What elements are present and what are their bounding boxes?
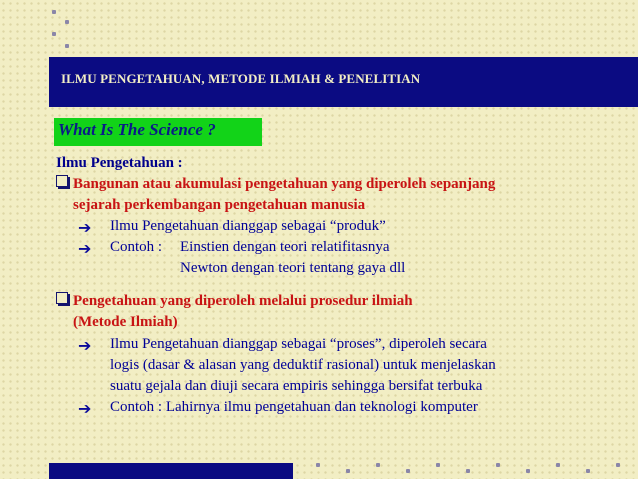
page-title: ILMU PENGETAHUAN, METODE ILMIAH & PENELITIAN <box>61 71 421 86</box>
point2-sub2: Contoh : Lahirnya ilmu pengetahuan dan teknologi komputer <box>110 399 478 415</box>
checkbox-bullet-icon <box>56 292 68 304</box>
subtitle-box <box>54 118 262 146</box>
arrow-right-icon: ➔ <box>78 239 92 258</box>
point1-sub2-line2: Newton dengan teori tentang gaya dll <box>180 260 406 276</box>
point2-line1: Pengetahuan yang diperoleh melalui prosedur ilmiah <box>56 293 413 310</box>
point2-sub1-line1: Ilmu Pengetahuan dianggap sebagai “proses”, diperoleh secara <box>110 336 487 352</box>
checkbox-bullet-icon <box>56 175 68 187</box>
point2-sub1-line3: suatu gejala dan diuji secara empiris sehingga bersifat terbuka <box>110 378 483 394</box>
intro-label: Ilmu Pengetahuan : <box>56 155 183 171</box>
arrow-right-icon: ➔ <box>78 399 92 418</box>
point1-sub1: Ilmu Pengetahuan dianggap sebagai “produk” <box>110 218 386 234</box>
subtitle: What Is The Science ? <box>58 120 216 139</box>
point1-sub2-line1: Einstien dengan teori relatifitasnya <box>180 239 390 255</box>
point1-line1: Bangunan atau akumulasi pengetahuan yang diperoleh sepanjang <box>56 176 495 193</box>
arrow-right-icon: ➔ <box>78 218 92 237</box>
point2-sub1-line2: logis (dasar & alasan yang deduktif rasional) untuk menjelaskan <box>110 357 496 373</box>
point1-line2: sejarah perkembangan pengetahuan manusia <box>73 197 366 213</box>
point2-line2: (Metode Ilmiah) <box>73 314 178 330</box>
point1-sub2-label: Contoh : <box>110 239 163 255</box>
footer-bar <box>49 463 293 479</box>
arrow-right-icon: ➔ <box>78 336 92 355</box>
decorative-dots-top <box>0 0 40 60</box>
header-bar <box>49 57 638 107</box>
